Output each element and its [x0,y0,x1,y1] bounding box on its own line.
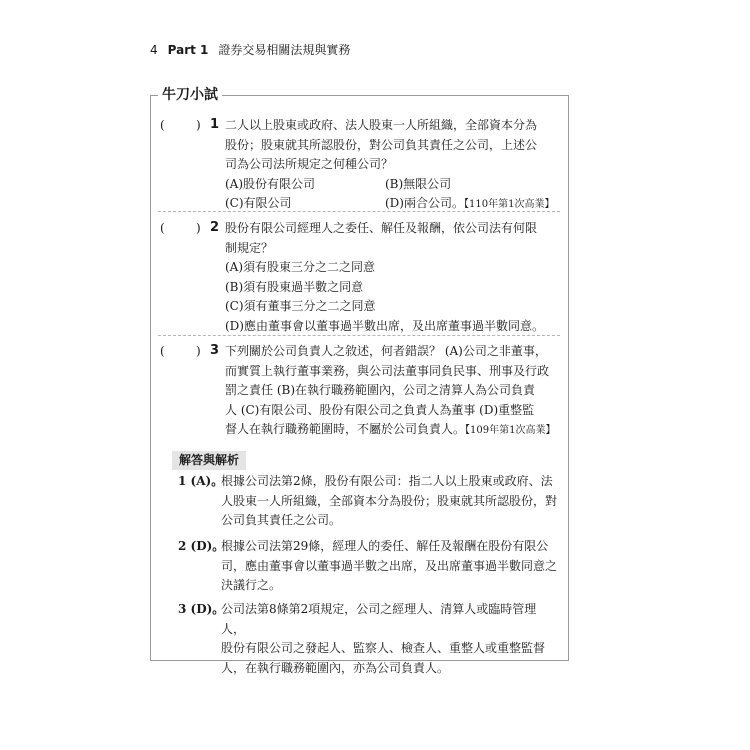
page-number: 4 [150,43,158,57]
answer-text-line: 公司法第8條第2項規定，公司之經理人、清算人或臨時管理人， [221,602,537,636]
question-text-line: 下列關於公司負責人之敘述，何者錯誤？ (A)公司之非董事， [225,344,547,358]
answer-text-line: 股份有限公司之發起人、監察人、檢查人、重整人或重整監督 [221,641,546,655]
answer-text-line: 人股東一人所組織，全部資本分為股份；股東就其所認股份，對 [221,493,558,508]
answer-text-line: 公司負其責任之公司。 [221,513,342,527]
question-text-line: 人 (C)有限公司、股份有限公司之負責人為董事 (D)重整監 [225,402,535,417]
question-divider [158,335,560,336]
answer-label: 2 (D)。 [178,539,225,553]
answer-text-line: 人，在執行職務範圍內，亦為公司負責人。 [221,660,450,675]
answer-label: 3 (D)。 [178,602,225,616]
source-tag: 【110年第1次高業】 [464,199,555,210]
source-tag: 【109年第1次高業】 [465,425,556,436]
question-text-line: 股份有限公司經理人之委任、解任及報酬，依公司法有何限 [225,221,538,235]
question-number: 2 [210,220,220,235]
question-text-line: 而實質上執行董事業務，與公司法董事同負民事、刑事及行政 [225,363,550,378]
option-c: (C)須有董事三分之二之同意 [225,299,376,313]
answer-text-line: 根據公司法第2條，股份有限公司：指二人以上股東或政府、法 [221,474,553,488]
question-text-line: 罰之責任 (B)在執行職務範圍內，公司之清算人為公司負責 [225,383,535,397]
question-text-line: 股份；股東就其所認股份，對公司負其責任之公司，上述公 [225,137,538,152]
page-header [150,42,350,58]
question-divider [158,211,560,212]
option-d: (D)兩合公司。 [385,196,464,210]
part-label: Part 1 [167,43,209,57]
answer-label: 1 (A)。 [178,474,224,488]
option-b: (B)無限公司 [385,176,452,191]
answer-text-line: 決議行之。 [221,578,282,592]
option-d: (D)應由董事會以董事過半數出席，及出席董事過半數同意。 [225,318,544,333]
option-a: (A)須有股東三分之二之同意 [225,260,376,274]
question-number: 1 [210,117,220,132]
question-number: 3 [210,343,220,358]
answer-text-line: 司，應由董事會以董事過半數之出席，及出席董事過半數同意之 [221,558,558,573]
option-c: (C)有限公司 [225,196,292,210]
option-b: (B)須有股東過半數之同意 [225,279,364,294]
question-text-line: 二人以上股東或政府、法人股東一人所組織，全部資本分為 [225,118,538,132]
question-text-line: 督人在執行職務範圍時，不屬於公司負責人。 [225,422,466,436]
answers-heading: 解答與解析 [172,451,246,470]
question-text-line: 制規定？ [225,240,274,255]
answer-text-line: 根據公司法第29條，經理人的委任、解任及報酬在股份有限公 [221,539,549,553]
question-text-line: 司為公司法所規定之何種公司？ [225,157,394,171]
chapter-title: 證券交易相關法規與實務 [218,43,351,57]
exercise-box-title: 牛刀小試 [158,85,222,105]
option-a: (A)股份有限公司 [225,176,316,191]
